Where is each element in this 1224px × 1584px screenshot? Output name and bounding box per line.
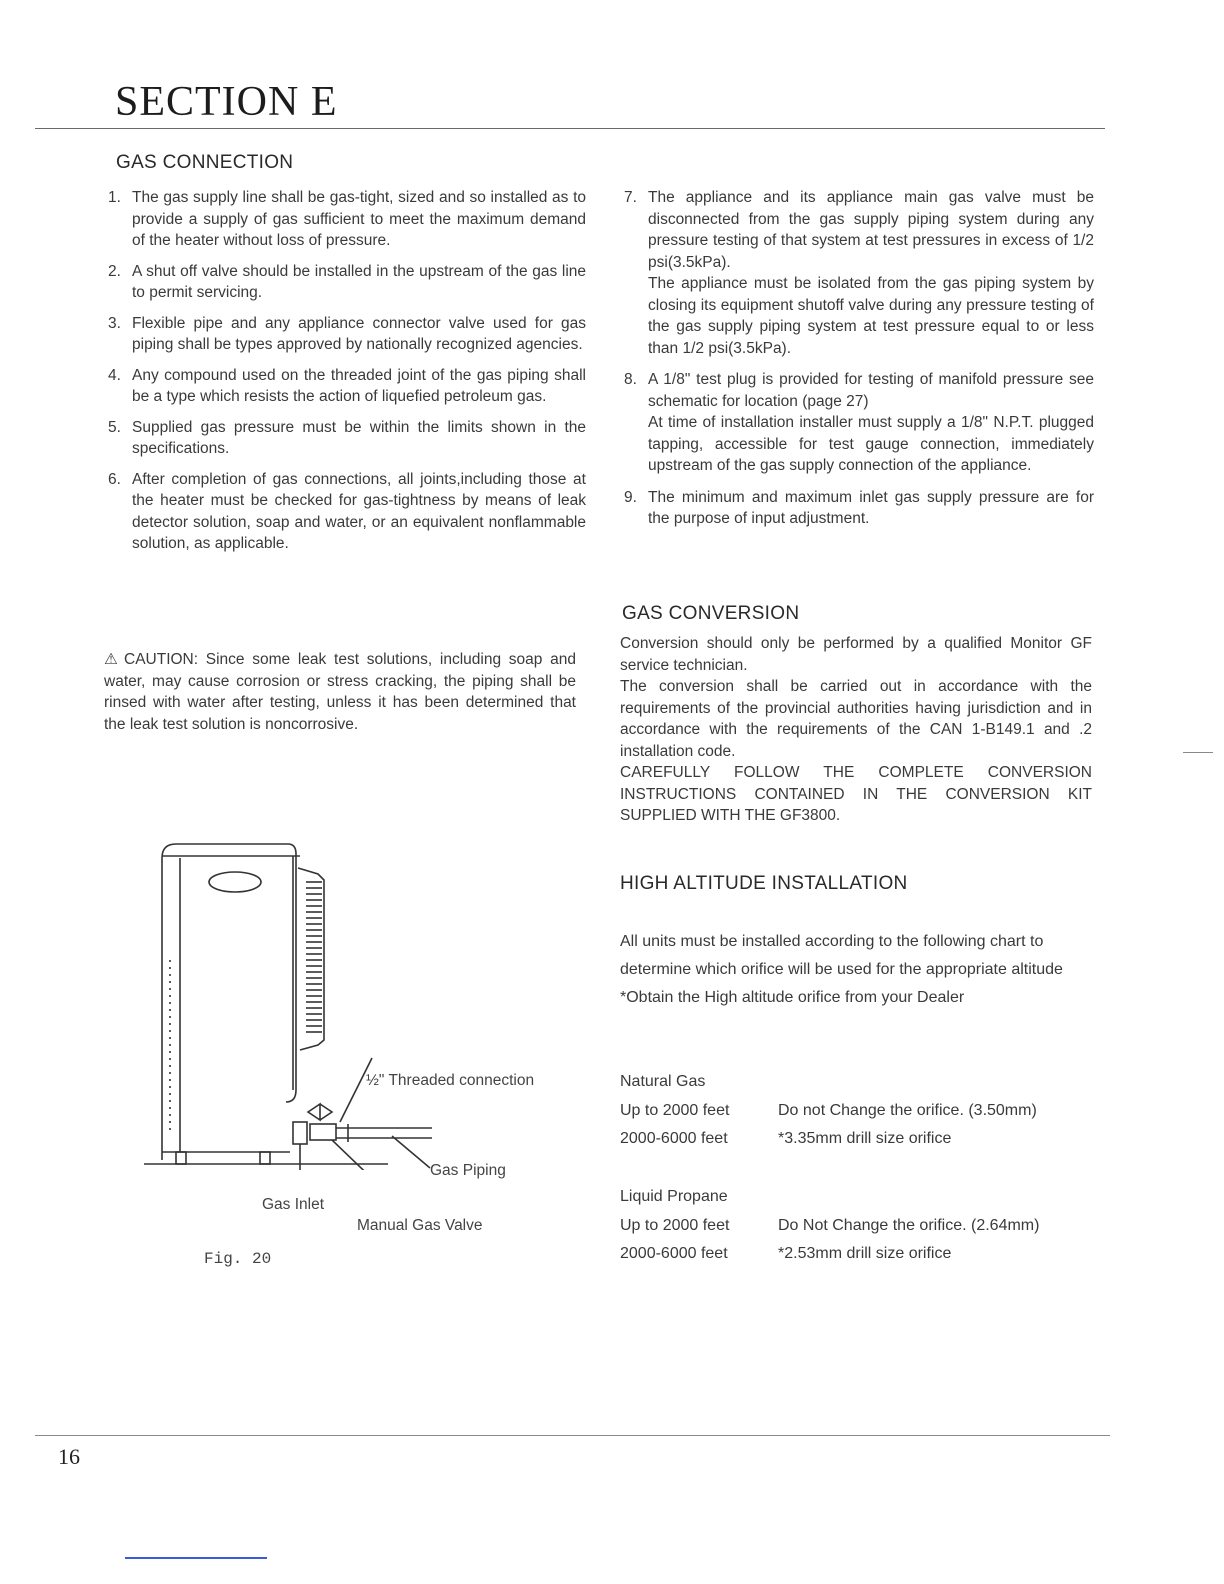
item-text: Any compound used on the threaded joint of the gas piping shall be a type which resists the action of liquefied petroleum gas. <box>132 366 586 405</box>
altitude-range: Up to 2000 feet <box>620 1216 730 1234</box>
warning-triangle-icon: ⚠ <box>104 651 118 668</box>
item-text: A shut off valve should be installed in the upstream of the gas line to permit servicing. <box>132 262 586 301</box>
margin-mark <box>1183 752 1213 753</box>
high-altitude-body <box>620 928 1095 1012</box>
altitude-range: 2000-6000 feet <box>620 1245 728 1262</box>
bottom-rule <box>35 1435 1110 1436</box>
item-number: 5. <box>108 418 121 436</box>
item-text: The gas supply line shall be gas-tight, sized and so installed as to provide a supply of gas sufficient to meet the maximum demand of the heater without loss of pressure. <box>132 189 586 249</box>
item-number: 1. <box>108 189 121 206</box>
installation-notes-list <box>624 187 1094 539</box>
orifice-instruction: Do not Change the orifice. (3.50mm) <box>778 1101 1037 1119</box>
item-text: The appliance and its appliance main gas valve must be disconnected from the gas supply piping system during any pressure testing of that system at test pressures in excess of 1/2 psi(3.5kPa). <box>648 189 1094 271</box>
natural-gas-label: Natural Gas <box>620 1073 706 1090</box>
gas-inlet-label: Gas Inlet <box>262 1196 325 1213</box>
gas-conversion-warning: CAREFULLY FOLLOW THE COMPLETE CONVERSION INSTRUCTIONS CONTAINED IN THE CONVERSION KIT SUPPLIED WITH THE GF3800. <box>620 764 1092 824</box>
table-row <box>620 1097 1100 1126</box>
natural-gas-table <box>620 1068 1100 1154</box>
heater-gas-connection-diagram <box>140 840 440 1170</box>
item-number: 2. <box>108 262 121 280</box>
list-item <box>624 369 1094 477</box>
figure-caption: Fig. 20 <box>204 1250 272 1268</box>
liquid-propane-table <box>620 1183 1100 1269</box>
liquid-propane-label: Liquid Propane <box>620 1188 728 1205</box>
caution-text: CAUTION: Since some leak test solutions, including soap and water, may cause corrosion or stress cracking, the piping shall be rinsed with water after testing, unless it has been determined that the leak test solution is noncorrosive. <box>104 651 576 733</box>
gas-connection-list <box>108 187 586 555</box>
table-row <box>620 1125 1100 1154</box>
list-item <box>108 313 586 356</box>
gas-connection-heading: GAS CONNECTION <box>116 152 294 173</box>
manual-gas-valve-icon <box>308 1104 332 1120</box>
item-text: Supplied gas pressure must be within the limits shown in the specifications. <box>132 418 586 457</box>
bottom-underline <box>125 1557 267 1559</box>
item-number: 7. <box>624 189 637 206</box>
altitude-range: 2000-6000 feet <box>620 1130 728 1147</box>
manual-gas-valve-label: Manual Gas Valve <box>357 1217 483 1234</box>
gas-conversion-heading: GAS CONVERSION <box>622 603 800 624</box>
item-text: After completion of gas connections, all joints,including those at the heater must be checked for gas-tightness by means of leak detector solution, soap and water, or an equivalent nonflammable solution, as applicable. <box>132 470 586 552</box>
threaded-connection-label: ½" Threaded connection <box>366 1072 535 1089</box>
item-number: 4. <box>108 366 121 384</box>
list-item <box>108 365 586 408</box>
item-number: 8. <box>624 371 637 388</box>
item-text-continued: The appliance must be isolated from the gas piping system by closing its equipment shutoff valve during any pressure testing of the gas supply piping system at test pressure equal to or less than 1/2 psi(3.5kPa). <box>648 275 1094 357</box>
item-text: The minimum and maximum inlet gas supply pressure are for the purpose of input adjustment. <box>648 488 1094 527</box>
caution-note <box>104 649 576 735</box>
section-title: SECTION E <box>115 79 338 125</box>
table-row <box>620 1240 1100 1269</box>
list-item <box>624 487 1094 530</box>
high-altitude-note: *Obtain the High altitude orifice from your Dealer <box>620 989 965 1006</box>
gas-piping-label: Gas Piping <box>430 1162 506 1179</box>
gas-conversion-body <box>620 633 1092 827</box>
top-rule <box>35 128 1105 129</box>
item-number: 3. <box>108 314 121 332</box>
item-number: 9. <box>624 488 637 506</box>
page-number: 16 <box>58 1444 80 1469</box>
altitude-range: Up to 2000 feet <box>620 1101 730 1119</box>
heater-window-icon <box>209 872 261 892</box>
orifice-instruction: *2.53mm drill size orifice <box>778 1245 952 1262</box>
item-text: Flexible pipe and any appliance connector valve used for gas piping shall be types approved by nationally recognized agencies. <box>132 314 586 353</box>
gas-conversion-paragraph: Conversion should only be performed by a qualified Monitor GF service technician. <box>620 635 1092 674</box>
item-number: 6. <box>108 470 121 488</box>
list-item <box>108 261 586 304</box>
list-item <box>108 417 586 460</box>
orifice-instruction: *3.35mm drill size orifice <box>778 1130 952 1147</box>
high-altitude-paragraph: All units must be installed according to the following chart to determine which orifice will be used for the appropriate altitude <box>620 933 1063 978</box>
heater-rear-fins <box>298 868 324 1050</box>
high-altitude-heading: HIGH ALTITUDE INSTALLATION <box>620 873 908 894</box>
list-item <box>624 187 1094 359</box>
table-row <box>620 1212 1100 1241</box>
item-text: A 1/8" test plug is provided for testing of manifold pressure see schematic for location (page 27) <box>648 371 1094 410</box>
orifice-instruction: Do Not Change the orifice. (2.64mm) <box>778 1216 1040 1234</box>
gas-inlet-fitting <box>293 1122 307 1144</box>
list-item <box>108 469 586 555</box>
gas-conversion-paragraph: The conversion shall be carried out in accordance with the requirements of the provincial authorities having jurisdiction and in accordance with the requirements of the CAN 1-B149.1 and .2 installation code. <box>620 678 1092 760</box>
item-text-continued: At time of installation installer must supply a 1/8" N.P.T. plugged tapping, accessible for test gauge connection, immediately upstream of the gas supply connection of the appliance. <box>648 414 1094 474</box>
list-item <box>108 187 586 252</box>
